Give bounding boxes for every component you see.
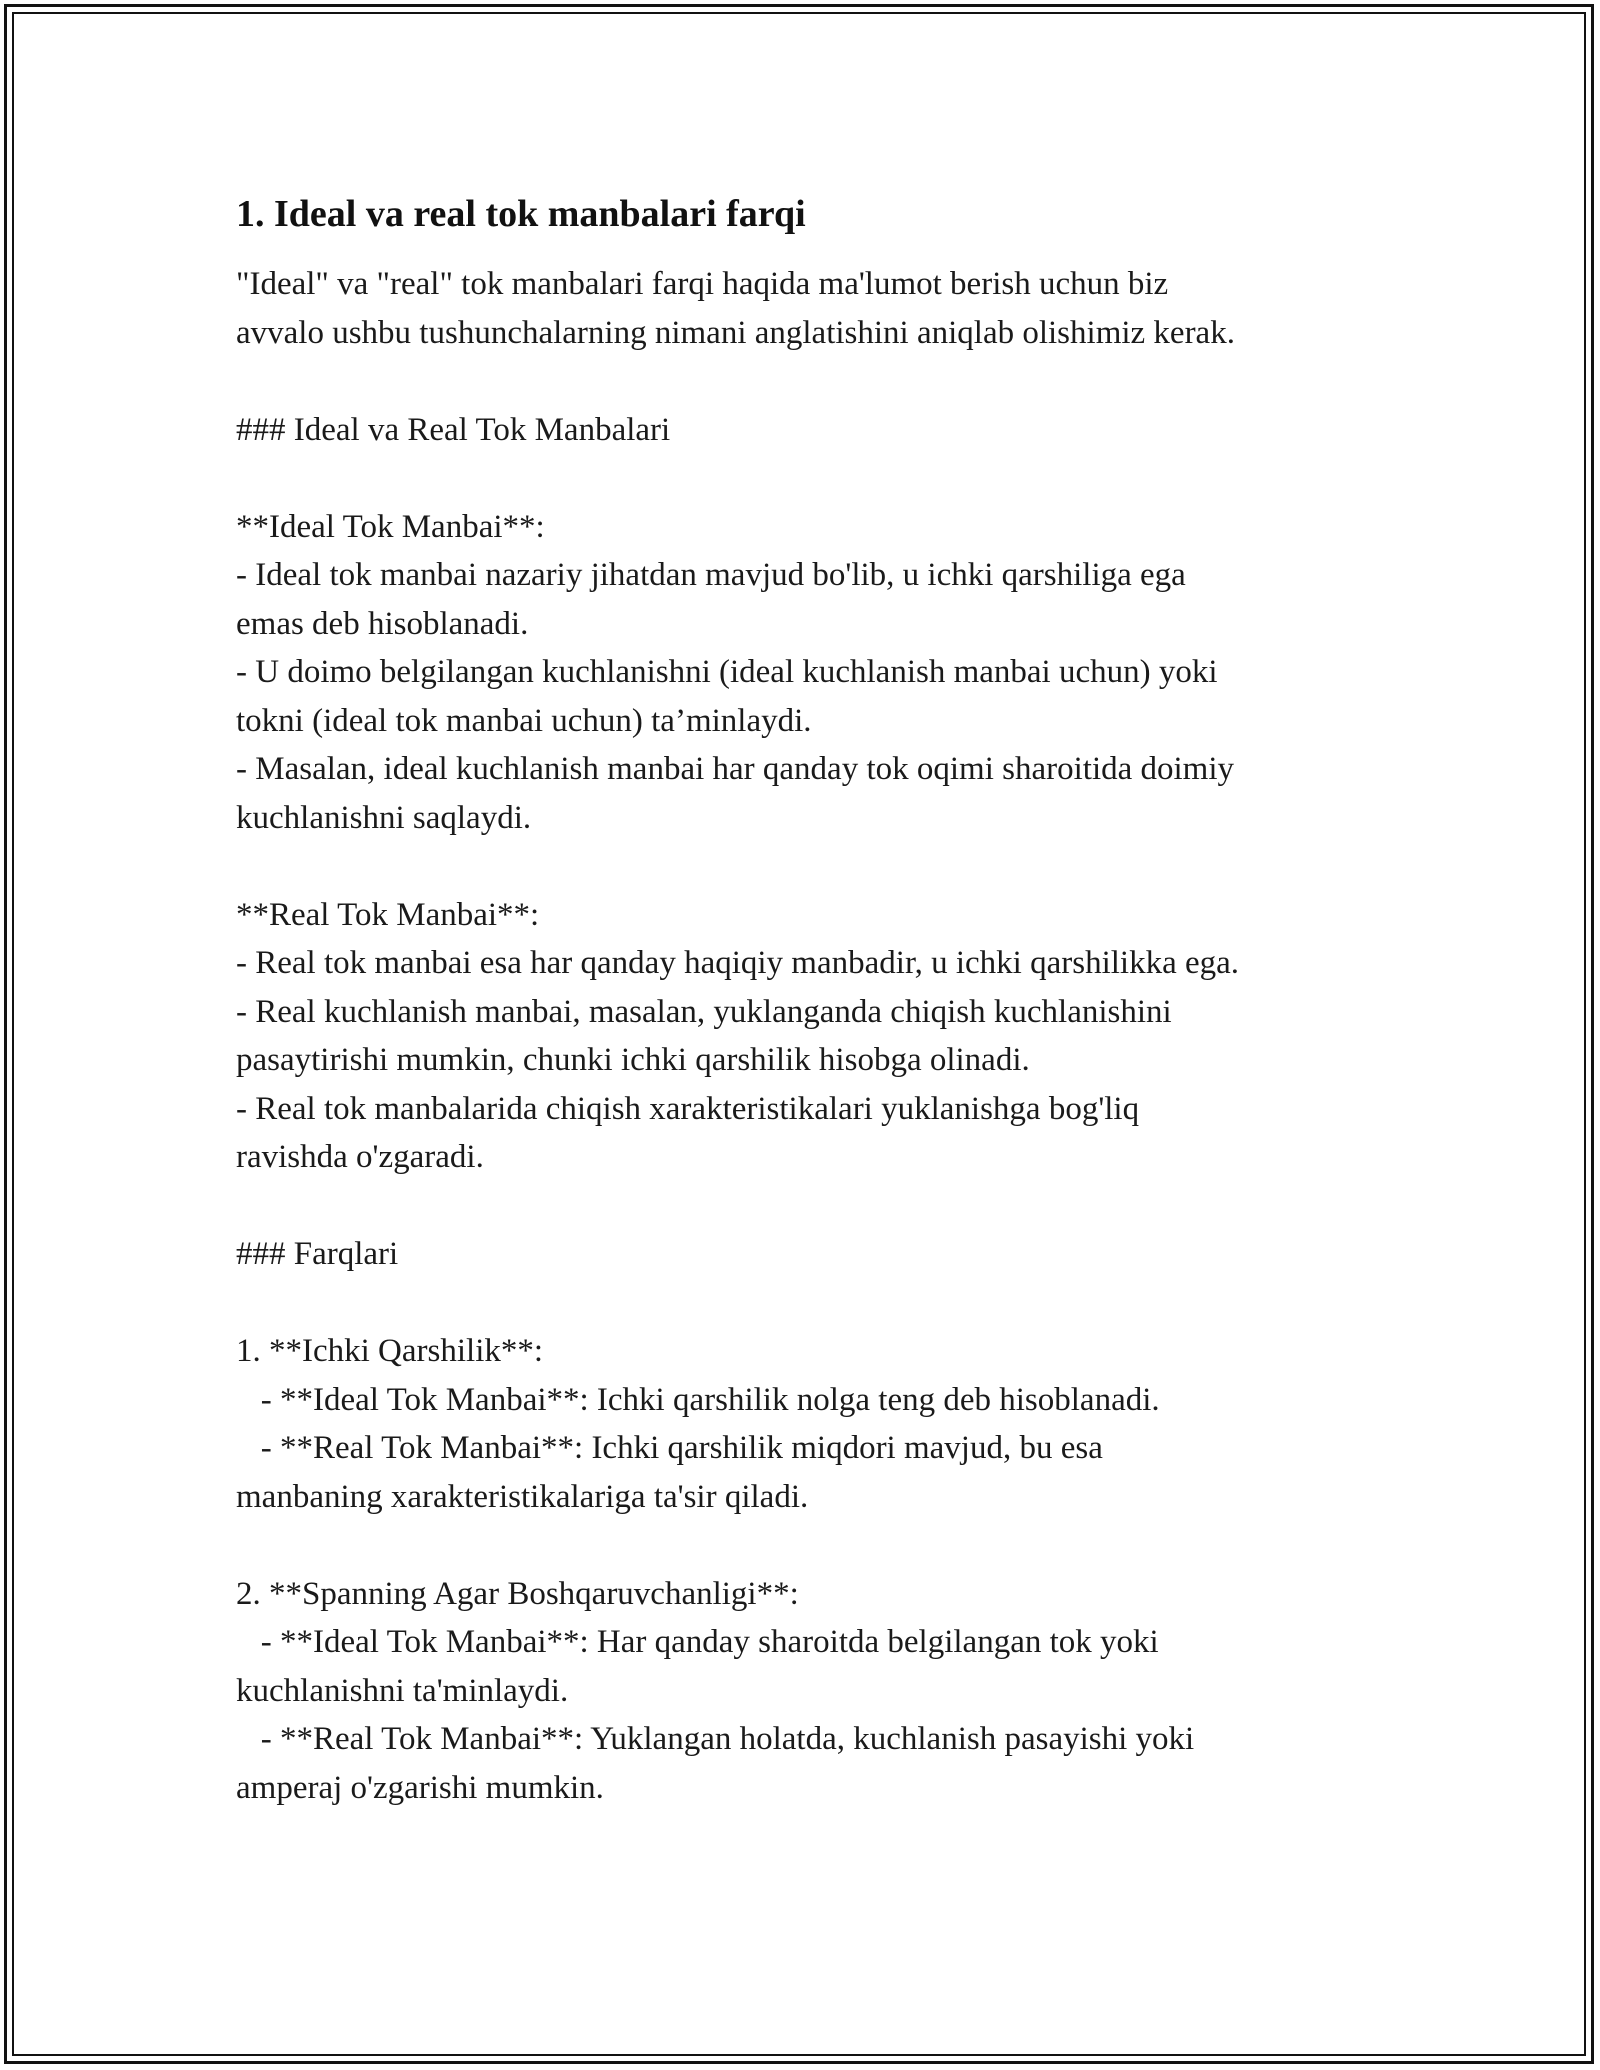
text-line: avvalo ushbu tushunchalarning nimani anglatishini aniqlab olishimiz kerak. (236, 314, 1235, 351)
text-line: manbaning xarakteristikalariga ta'sir qiladi. (236, 1478, 809, 1515)
text-line: - Masalan, ideal kuchlanish manbai har qanday tok oqimi sharoitida doimiy (236, 751, 1235, 787)
text-line: kuchlanishni ta'minlaydi. (236, 1672, 569, 1709)
text-line: - **Real Tok Manbai**: Yuklangan holatda, kuchlanish pasayishi yoki (236, 1721, 1195, 1757)
text-line: kuchlanishni saqlaydi. (236, 799, 532, 836)
text-line: ### Farqlari (236, 1236, 399, 1272)
text-line: - Real kuchlanish manbai, masalan, yuklanganda chiqish kuchlanishini (236, 993, 1172, 1030)
text-line: 2. **Spanning Agar Boshqaruvchanligi**: (236, 1575, 799, 1612)
text-line: - **Ideal Tok Manbai**: Har qanday sharoitda belgilangan tok yoki (236, 1624, 1159, 1660)
text-line: tokni (ideal tok manbai uchun) ta’minlaydi. (236, 702, 812, 739)
text-line: - **Ideal Tok Manbai**: Ichki qarshilik nolga teng deb hisoblanadi. (236, 1381, 1160, 1418)
text-line: 1. **Ichki Qarshilik**: (236, 1333, 544, 1369)
text-line: **Ideal Tok Manbai**: (236, 508, 545, 545)
text-line: "Ideal" va "real" tok manbalari farqi haqida ma'lumot berish uchun biz (236, 266, 1169, 302)
document-body (236, 260, 1416, 1812)
blank-line (236, 1279, 1416, 1328)
text-line: emas deb hisoblanadi. (236, 605, 529, 642)
text-line: **Real Tok Manbai**: (236, 896, 540, 933)
blank-line (236, 1521, 1416, 1570)
text-line: ### Ideal va Real Tok Manbalari (236, 411, 671, 448)
document-page (236, 186, 1416, 1812)
document-title: 1. Ideal va real tok manbalari farqi (236, 193, 806, 235)
text-line: pasaytirishi mumkin, chunki ichki qarshilik hisobga olinadi. (236, 1042, 1030, 1078)
blank-line (236, 842, 1416, 891)
text-line: - Ideal tok manbai nazariy jihatdan mavjud bo'lib, u ichki qarshiliga ega (236, 557, 1186, 593)
text-line: ravishda o'zgaradi. (236, 1139, 484, 1175)
text-line: - Real tok manbai esa har qanday haqiqiy manbadir, u ichki qarshilikka ega. (236, 945, 1240, 981)
text-line: - Real tok manbalarida chiqish xarakteristikalari yuklanishga bog'liq (236, 1090, 1140, 1127)
text-line: - **Real Tok Manbai**: Ichki qarshilik miqdori mavjud, bu esa (236, 1430, 1103, 1466)
blank-line (236, 1182, 1416, 1231)
blank-line (236, 454, 1416, 503)
text-line: - U doimo belgilangan kuchlanishni (ideal kuchlanish manbai uchun) yoki (236, 654, 1218, 690)
text-line: amperaj o'zgarishi mumkin. (236, 1769, 604, 1806)
blank-line (236, 357, 1416, 406)
